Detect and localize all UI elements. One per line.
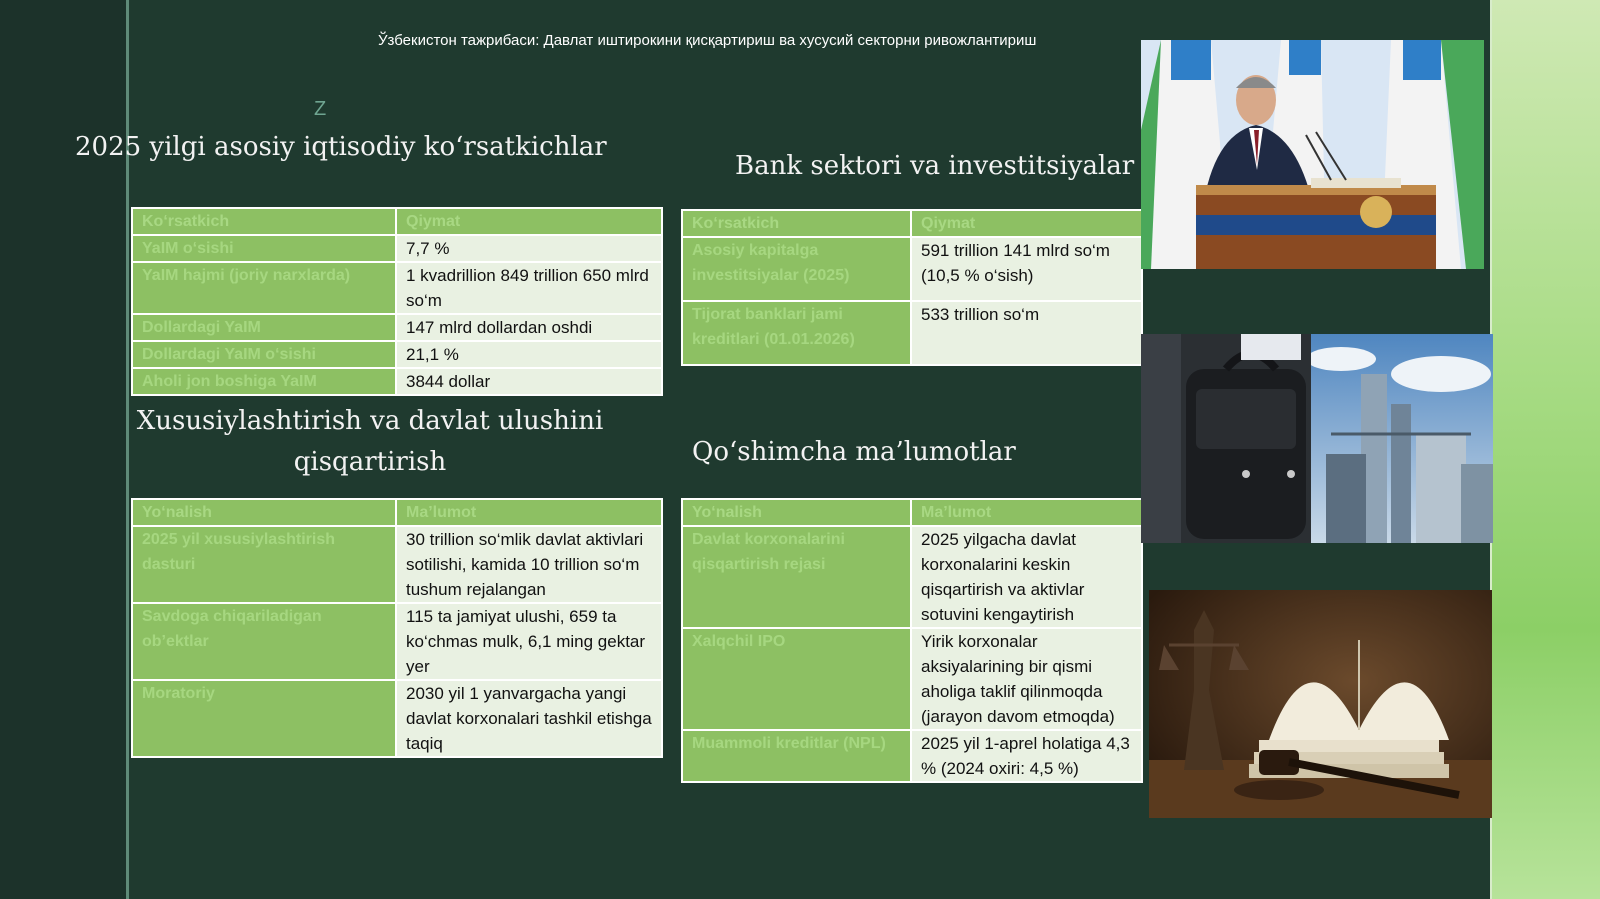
- row-label: YaIM hajmi (joriy narxlarda): [132, 262, 396, 314]
- additional-table: [681, 498, 1143, 783]
- slide-top-title: Ўзбекистон тажрибаси: Давлат иштирокини қисқартириш ва хусусий секторни ривожлантириш: [378, 32, 1037, 49]
- row-value: 7,7 %: [396, 235, 662, 262]
- column-header: Ko‘rsatkich: [682, 210, 911, 237]
- row-label: Davlat korxonalarini qisqartirish rejasi: [682, 526, 911, 628]
- column-header: Qiymat: [911, 210, 1142, 237]
- column-header: Ma’lumot: [911, 499, 1142, 526]
- table-row: [132, 603, 662, 680]
- privatization-table: [131, 498, 663, 758]
- table-header-row: [682, 210, 1142, 237]
- privatization-heading: Xususiylashtirish va davlat ulushini qisqartirish: [136, 406, 604, 477]
- row-value: 2025 yil 1-aprel holatiga 4,3 % (2024 oxiri: 4,5 %): [911, 730, 1142, 782]
- row-value: 2030 yil 1 yanvargacha yangi davlat korxonalari tashkil etishga taqiq: [396, 680, 662, 757]
- right-green-strip: [1492, 0, 1600, 899]
- row-label: Dollardagi YaIM o‘sishi: [132, 341, 396, 368]
- row-value: 147 mlrd dollardan oshdi: [396, 314, 662, 341]
- briefcase-factory-photo: [1141, 334, 1493, 543]
- row-value: 2025 yilgacha davlat korxonalarini keskin qisqartirish va aktivlar sotuvini kengaytirish: [911, 526, 1142, 628]
- row-value: 591 trillion 141 mlrd so‘m (10,5 % o‘sish): [911, 237, 1142, 301]
- column-header: Ma’lumot: [396, 499, 662, 526]
- bank-table: [681, 209, 1143, 366]
- table-row: [132, 526, 662, 603]
- row-label: 2025 yil xususiylashtirish dasturi: [132, 526, 396, 603]
- row-label: Asosiy kapitalga investitsiyalar (2025): [682, 237, 911, 301]
- table-row: [132, 680, 662, 757]
- row-label: Aholi jon boshiga YaIM: [132, 368, 396, 395]
- row-label: Savdoga chiqariladigan ob’ektlar: [132, 603, 396, 680]
- column-header: Ko‘rsatkich: [132, 208, 396, 235]
- row-value: Yirik korxonalar aksiyalarining bir qismi aholiga taklif qilinmoqda (jarayon davom etmoqda): [911, 628, 1142, 730]
- table-row: [682, 730, 1142, 782]
- table-header-row: [132, 208, 662, 235]
- indicators-heading: 2025 yilgi asosiy iqtisodiy ko‘rsatkichlar: [75, 132, 607, 162]
- column-header: Yo‘nalish: [682, 499, 911, 526]
- row-label: Moratoriy: [132, 680, 396, 757]
- table-row: [132, 368, 662, 395]
- row-value: 533 trillion so‘m: [911, 301, 1142, 365]
- table-header-row: [682, 499, 1142, 526]
- table-row: [682, 301, 1142, 365]
- column-header: Qiymat: [396, 208, 662, 235]
- row-value: 30 trillion so‘mlik davlat aktivlari sotilishi, kamida 10 trillion so‘m tushum rejalangan: [396, 526, 662, 603]
- row-value: 115 ta jamiyat ulushi, 659 ta ko‘chmas mulk, 6,1 ming gektar yer: [396, 603, 662, 680]
- row-label: Tijorat banklari jami kreditlari (01.01.2026): [682, 301, 911, 365]
- row-value: 1 kvadrillion 849 trillion 650 mlrd so‘m: [396, 262, 662, 314]
- table-row: [682, 237, 1142, 301]
- table-row: [682, 526, 1142, 628]
- column-header: Yo‘nalish: [132, 499, 396, 526]
- justice-gavel-book-photo: [1149, 590, 1492, 818]
- table-row: [682, 628, 1142, 730]
- additional-heading: Qo‘shimcha ma’lumotlar: [692, 437, 1016, 467]
- table-row: [132, 341, 662, 368]
- table-row: [132, 262, 662, 314]
- z-mark: Z: [314, 98, 327, 120]
- speaker-podium-photo: [1141, 40, 1484, 269]
- row-label: Muammoli kreditlar (NPL): [682, 730, 911, 782]
- row-label: Xalqchil IPO: [682, 628, 911, 730]
- row-label: Dollardagi YaIM: [132, 314, 396, 341]
- row-label: YaIM o‘sishi: [132, 235, 396, 262]
- table-row: [132, 314, 662, 341]
- indicators-table: [131, 207, 663, 396]
- table-row: [132, 235, 662, 262]
- row-value: 21,1 %: [396, 341, 662, 368]
- row-value: 3844 dollar: [396, 368, 662, 395]
- table-header-row: [132, 499, 662, 526]
- bank-heading: Bank sektori va investitsiyalar: [735, 151, 1135, 181]
